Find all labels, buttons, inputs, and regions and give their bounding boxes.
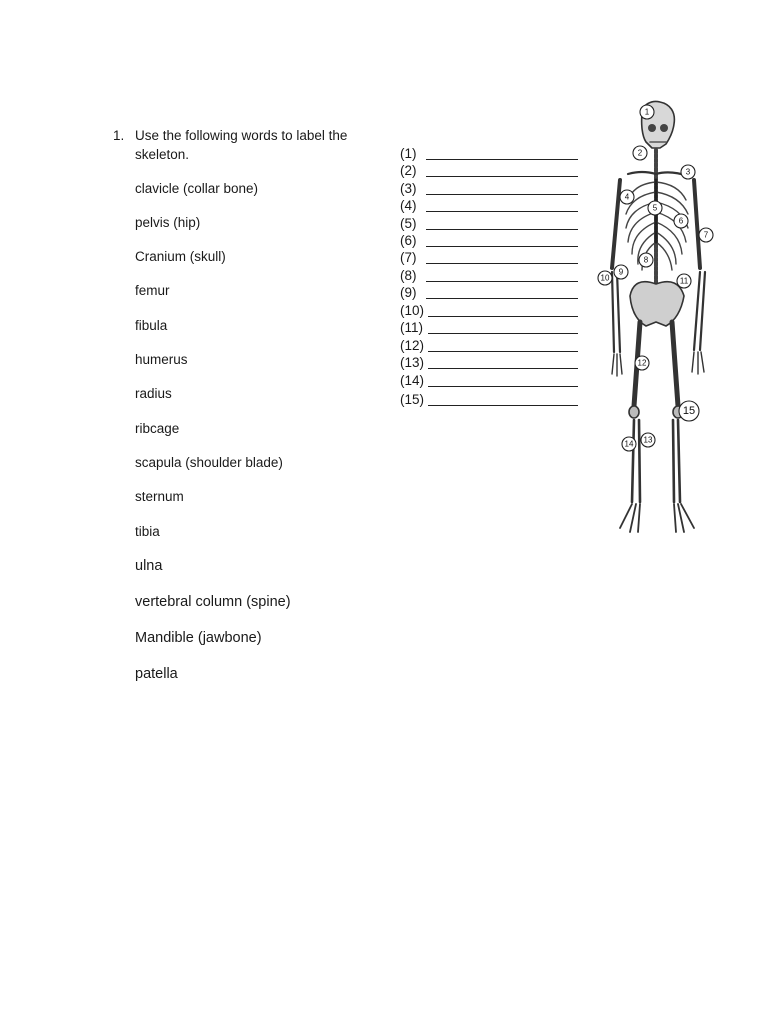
word-bank-item: Mandible (jawbone): [135, 630, 262, 646]
answer-row-5[interactable]: [400, 216, 580, 233]
question-text: Use the following words to label the skeleton.: [135, 128, 348, 162]
answer-line[interactable]: [426, 194, 578, 195]
answer-line[interactable]: [426, 246, 578, 247]
answer-line[interactable]: [426, 211, 578, 212]
svg-text:8: 8: [643, 255, 649, 265]
callout-8: [639, 253, 653, 267]
right-tibia: [673, 420, 680, 502]
answer-row-12[interactable]: [400, 338, 580, 355]
callout-9: [614, 265, 628, 279]
answer-row-8[interactable]: [400, 268, 580, 285]
word-bank-item: ribcage: [135, 421, 180, 436]
answer-line[interactable]: [426, 229, 578, 230]
word-bank-item: sternum: [135, 489, 184, 504]
answer-line[interactable]: [428, 351, 578, 352]
word-bank-item: ulna: [135, 558, 163, 574]
answer-row-2[interactable]: [400, 163, 580, 180]
svg-text:11: 11: [679, 276, 689, 286]
callout-1: [640, 105, 654, 119]
callout-14: [622, 437, 636, 451]
answer-row-9[interactable]: [400, 285, 580, 302]
answer-number: (6): [400, 233, 417, 248]
svg-text:1: 1: [644, 107, 650, 117]
answer-number: (4): [400, 198, 417, 213]
answer-line[interactable]: [426, 281, 578, 282]
callout-4: [620, 190, 634, 204]
answer-number: (9): [400, 285, 417, 300]
word-bank-item: femur: [135, 283, 170, 298]
svg-text:10: 10: [600, 273, 610, 283]
right-forearm: [694, 272, 705, 350]
svg-text:7: 7: [703, 230, 709, 240]
answer-row-14[interactable]: [400, 373, 580, 390]
answer-number: (10): [400, 303, 425, 318]
callout-6: [674, 214, 688, 228]
answer-number: (5): [400, 216, 417, 231]
word-bank-item: vertebral column (spine): [135, 594, 291, 610]
svg-text:14: 14: [624, 439, 634, 449]
callout-2: [633, 146, 647, 160]
left-forearm: [612, 272, 620, 352]
callout-5: [648, 201, 662, 215]
word-bank-item: fibula: [135, 318, 168, 333]
pelvis: [630, 282, 684, 326]
callout-3: [681, 165, 695, 179]
answer-number: (3): [400, 181, 417, 196]
callout-11: [677, 274, 691, 288]
word-bank-item: pelvis (hip): [135, 215, 201, 230]
svg-text:2: 2: [637, 148, 643, 158]
right-humerus: [694, 180, 700, 268]
answer-number: (14): [400, 373, 425, 388]
answer-row-3[interactable]: [400, 181, 580, 198]
callout-12: [635, 356, 649, 370]
svg-text:15: 15: [682, 405, 696, 417]
answer-number: (13): [400, 355, 425, 370]
answer-row-1[interactable]: [400, 146, 580, 163]
answer-line[interactable]: [428, 405, 578, 406]
skeleton-illustration: [590, 100, 720, 545]
svg-text:6: 6: [678, 216, 684, 226]
question-number: 1.: [113, 128, 125, 143]
word-bank-item: radius: [135, 386, 172, 401]
answer-number: (7): [400, 250, 417, 265]
left-tibia: [632, 420, 640, 502]
answer-line[interactable]: [426, 298, 578, 299]
svg-text:13: 13: [643, 435, 653, 445]
left-humerus: [612, 180, 620, 268]
answer-line[interactable]: [428, 386, 578, 387]
answer-line[interactable]: [426, 176, 578, 177]
svg-text:12: 12: [637, 358, 647, 368]
answer-number: (12): [400, 338, 425, 353]
answer-row-13[interactable]: [400, 355, 580, 372]
word-bank-item: humerus: [135, 352, 188, 367]
word-bank-item: clavicle (collar bone): [135, 181, 259, 196]
answer-row-7[interactable]: [400, 250, 580, 267]
callout-15: [679, 401, 699, 421]
word-bank-item: Cranium (skull): [135, 249, 226, 264]
answer-row-15[interactable]: [400, 392, 580, 409]
callout-10: [598, 271, 612, 285]
word-bank-item: patella: [135, 666, 178, 682]
answer-number: (8): [400, 268, 417, 283]
svg-text:9: 9: [618, 267, 624, 277]
answer-row-4[interactable]: [400, 198, 580, 215]
answer-number: (15): [400, 392, 425, 407]
answer-number: (1): [400, 146, 417, 161]
answer-line[interactable]: [428, 333, 578, 334]
svg-text:4: 4: [624, 192, 630, 202]
answer-number: (2): [400, 163, 417, 178]
answer-line[interactable]: [428, 316, 578, 317]
callout-13: [641, 433, 655, 447]
svg-text:5: 5: [652, 203, 658, 213]
word-bank-item: tibia: [135, 524, 160, 539]
svg-text:3: 3: [685, 167, 691, 177]
answer-line[interactable]: [428, 368, 578, 369]
answer-line[interactable]: [426, 159, 578, 160]
answer-number: (11): [400, 320, 424, 335]
answer-row-10[interactable]: [400, 303, 580, 320]
word-bank-item: scapula (shoulder blade): [135, 455, 283, 470]
answer-row-11[interactable]: [400, 320, 580, 337]
answer-row-6[interactable]: [400, 233, 580, 250]
answer-line[interactable]: [426, 263, 578, 264]
callout-7: [699, 228, 713, 242]
right-femur: [672, 322, 678, 406]
